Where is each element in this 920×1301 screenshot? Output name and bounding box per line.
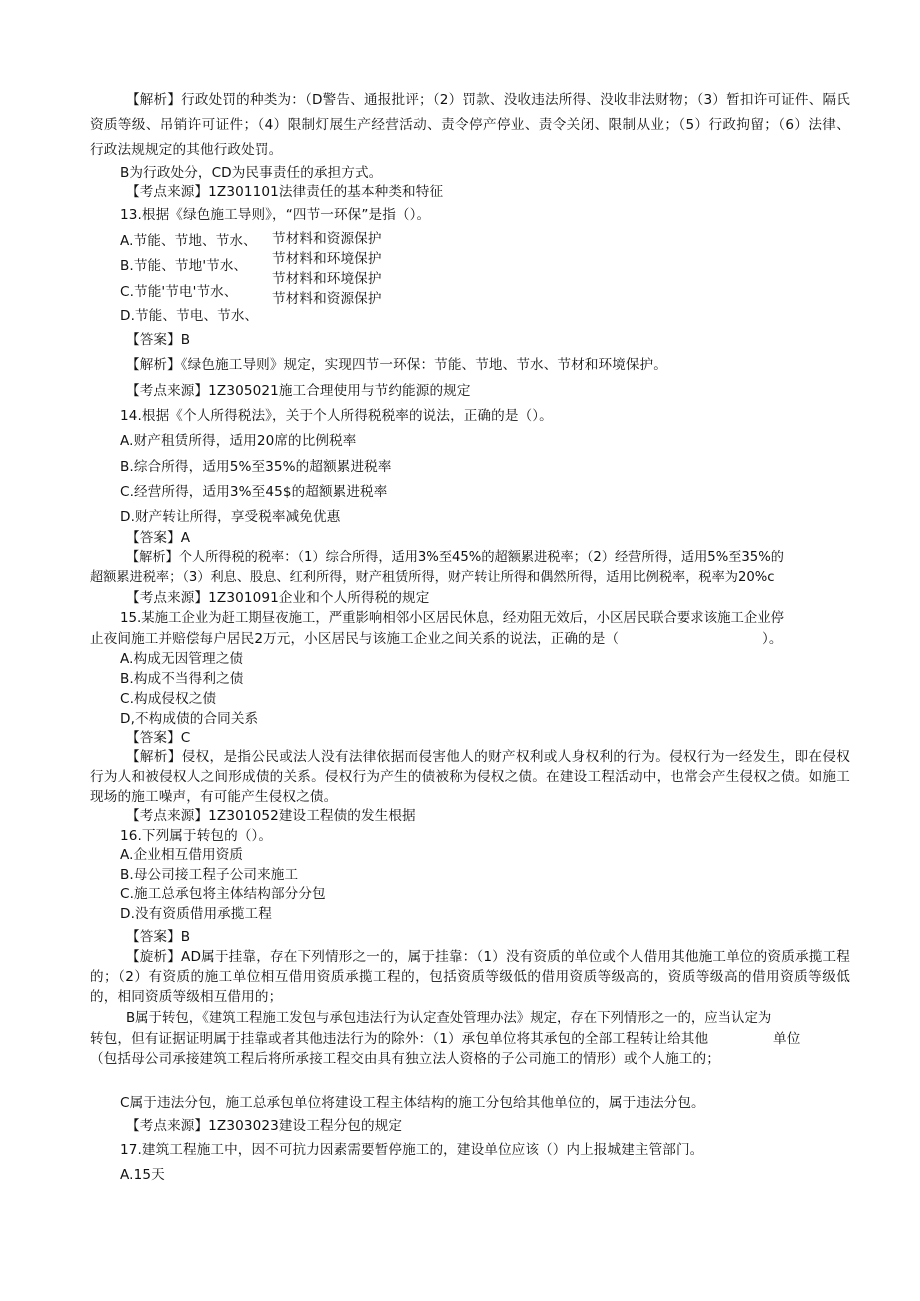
q13-option-c-right: 节材料和环境保护 [272,271,382,287]
q16-c-note: C属于违法分包，施工总承包单位将建设工程主体结构的施工分包给其他单位的，属于违法分包。 [120,1095,705,1111]
q12-note: B为行政处分，CD为民事责任的承担方式。 [120,165,383,181]
q16-source: 【考点来源】1Z303023建设工程分包的规定 [126,1118,403,1134]
q15-question-line2: 止夜间施工并赔偿每户居民2万元，小区居民与该施工企业之间关系的说法，正确的是（ [90,631,620,647]
q17-option-a: A.15天 [120,1167,165,1183]
q13-question: 13.根据《绿色施工导则》，“四节一环保”是指（）。 [120,207,431,223]
q14-source: 【考点来源】1Z301091企业和个人所得税的规定 [126,590,430,606]
q16-b-line2-end: 单位 [773,1031,801,1047]
q16-option-d: D.没有资质借用承揽工程 [120,906,272,922]
q14-analysis-line1: 【解析】个人所得税的税率：（1）综合所得，适用3%至45%的超额累进税率；（2）经营所得，适用5%至35%的 [126,550,784,565]
q17-question: 17.建筑工程施工中，因不可抗力因素需要暂停施工的，建设单位应该（）内上报城建主管部门。 [120,1142,704,1158]
q13-option-c-left: C.节能'节电'节水、 [120,284,238,300]
q14-option-d: D.财产转让所得，享受税率减免优惠 [120,509,341,525]
q15-option-b: B.构成不当得利之债 [120,671,244,687]
q15-answer: 【答案】C [126,730,191,746]
q15-option-d: D,不构成债的合同关系 [120,711,259,727]
q14-option-b: B.综合所得，适用5%至35%的超额累进税率 [120,459,392,475]
q16-b-line2: 转包，但有证据证明属于挂靠或者其他违法行为的除外：（1）承包单位将其承包的全部工程转让给其他 [90,1031,709,1047]
q13-source: 【考点来源】1Z305021施工合理使用与节约能源的规定 [126,383,471,399]
q16-option-c: C.施工总承包将主体结构部分分包 [120,886,326,902]
q15-option-c: C.构成侵权之债 [120,691,217,707]
q15-question-line2-end: ）。 [762,631,783,647]
q14-answer: 【答案】A [126,530,191,546]
q16-b-line1: B属于转包，《建筑工程施工发包与承包违法行为认定查处管理办法》规定，存在下列情形之一的，应当认定为 [126,1011,772,1026]
q15-option-a: A.构成无因管理之债 [120,651,244,667]
q13-option-a-right: 节材料和资源保护 [272,231,382,247]
q13-option-b-left: B.节能、节地'节水、 [120,258,248,274]
q15-source: 【考点来源】1Z301052建设工程债的发生根据 [126,808,416,824]
q13-answer: 【答案】B [126,332,191,348]
q16-b-line3: （包括母公司承接建筑工程后将所承接工程交由具有独立法人资格的子公司施工的情形）或个人施工的； [90,1051,720,1067]
q14-analysis-line2: 超额累进税率；（3）利息、股息、红利所得，财产租赁所得，财产转让所得和偶然所得，适用比例税率，税率为20%c [90,570,775,585]
q13-option-d-left: D.节能、节电、节水、 [120,308,259,324]
q16-option-a: A.企业相互借用资质 [120,847,244,863]
q13-option-a-left: A.节能、节地、节水、 [120,233,257,249]
q15-analysis: 【解析】侵权，是指公民或法人没有法律依据而侵害他人的财产权利或人身权利的行为。侵权行为一经发生，即在侵权行为人和被侵权人之间形成债的关系。侵权行为产生的债被称为侵权之债。在建设工程活动中，也常会产生侵权之债。如施工现场的施工噪声，有可能产生侵权之债。 [90,749,850,805]
q13-analysis: 【解析】《绿色施工导则》规定，实现四节一环保：节能、节地、节水、节材和环境保护。 [126,357,667,373]
q13-option-b-right: 节材料和环境保护 [272,251,382,267]
q14-option-c: C.经营所得，适用3%至45$的超额累进税率 [120,484,388,500]
q16-question: 16.下列属于转包的（）。 [120,828,273,844]
q12-analysis: 【解析】行政处罚的种类为：（D警告、通报批评；（2）罚款、没收违法所得、没收非法财物；（3）暂扣许可证件、隔氏资质等级、吊销许可证件；（4）限制灯展生产经营活动、责令停产停业、责令关闭、限制从业；（5）行政拘留；（6）法律、行政法规规定的其他行政处罚。 [90,92,850,158]
q16-analysis: 【旋析】AD属于挂靠，存在下列情形之一的，属于挂靠：（1）没有资质的单位或个人借用其他施工单位的资质承揽工程的；（2）有资质的施工单位相互借用资质承揽工程的，包括资质等级低的借用资质等级高的，资质等级高的借用资质等级低的，相同资质等级相互借用的； [90,949,850,1005]
q15-question-line1: 15.某施工企业为赶工期昼夜施工，严重影响相邻小区居民休息，经劝阻无效后，小区居民联合要求该施工企业停 [120,611,785,626]
q14-question: 14.根据《个人所得税法》，关于个人所得税税率的说法，正确的是（）。 [120,408,553,424]
q14-option-a: A.财产租赁所得，适用20席的比例税率 [120,433,357,449]
q12-source: 【考点来源】1Z301101法律责任的基本种类和特征 [126,184,444,200]
q16-answer: 【答案】B [126,929,191,945]
q16-option-b: B.母公司接工程子公司来施工 [120,867,299,883]
q13-option-d-right: 节材料和资源保护 [272,291,382,307]
